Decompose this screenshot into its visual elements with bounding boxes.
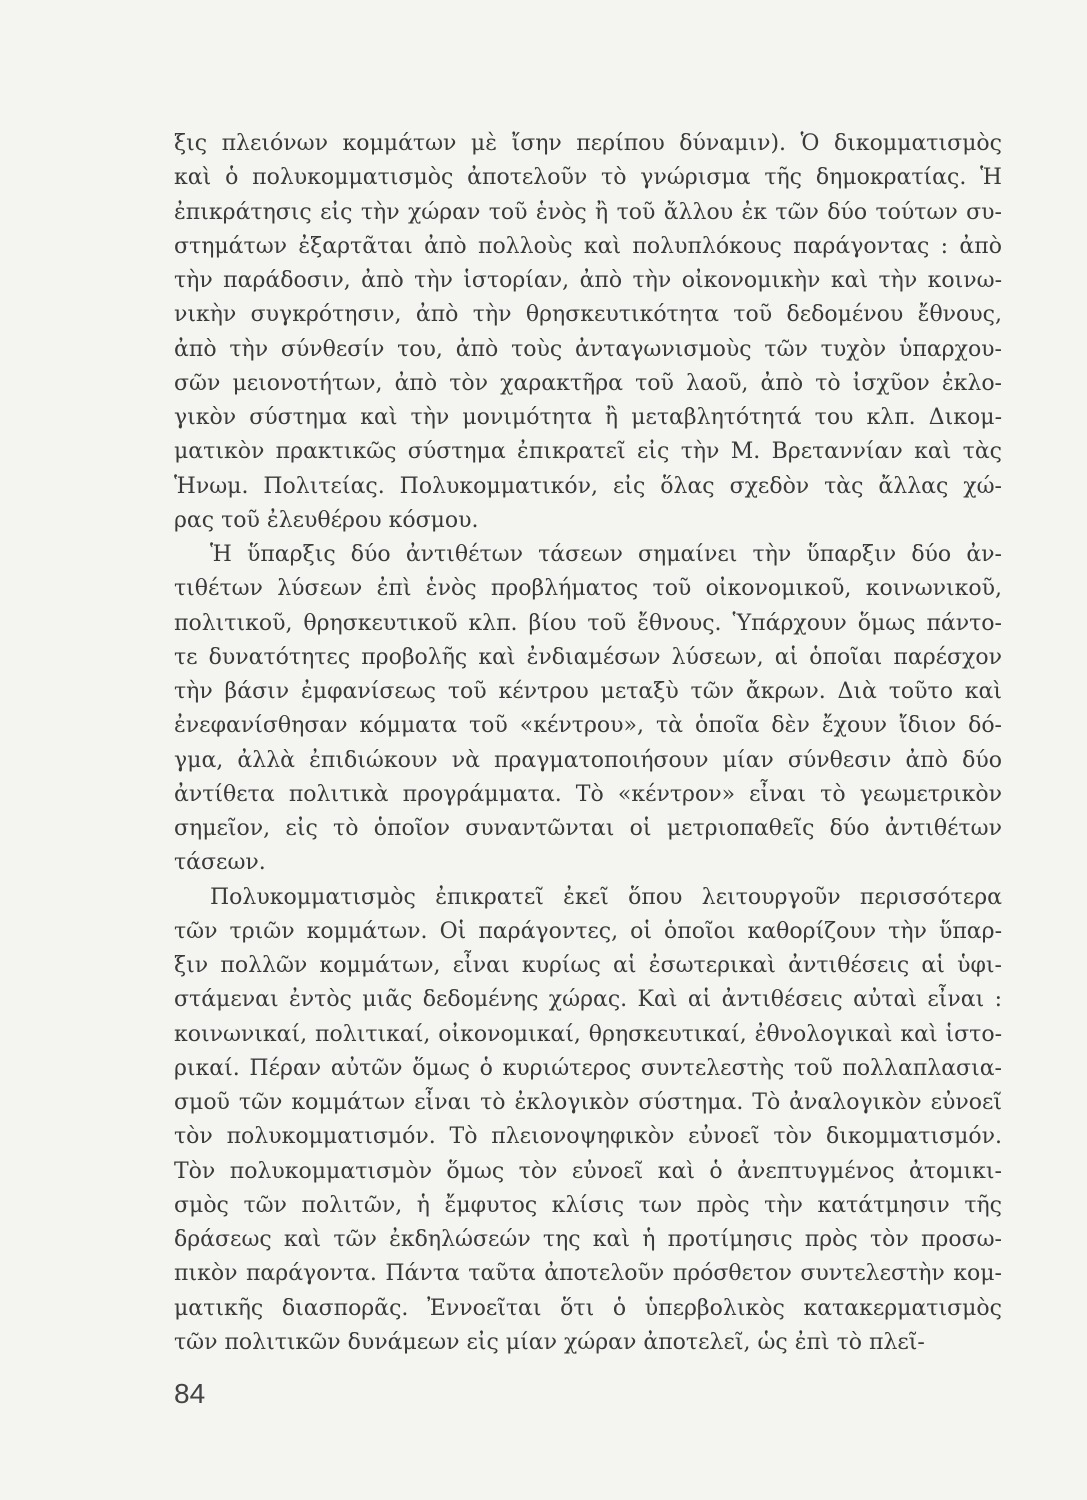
page-body-text bbox=[174, 127, 1002, 1360]
text-line: τῶν τριῶν κομμάτων. Οἱ παράγοντες, οἱ ὁποῖοι καθορίζουν τὴν ὕπαρ- bbox=[174, 918, 1002, 944]
text-line: στημάτων ἐξαρτᾶται ἀπὸ πολλοὺς καὶ πολυπλόκους παράγοντας : ἀπὸ bbox=[174, 233, 1002, 259]
text-line: Πολυκομματισμὸς ἐπικρατεῖ ἐκεῖ ὅπου λειτουργοῦν περισσότερα bbox=[210, 884, 1002, 910]
text-line: κοινωνικαί, πολιτικαί, οἰκονομικαί, θρησκευτικαί, ἐθνολογικαὶ καὶ ἱστο- bbox=[174, 1021, 1002, 1047]
paragraph bbox=[174, 127, 1002, 538]
text-line: σμοῦ τῶν κομμάτων εἶναι τὸ ἐκλογικὸν σύστημα. Τὸ ἀναλογικὸν εὐνοεῖ bbox=[174, 1090, 1002, 1115]
paragraph bbox=[174, 538, 1002, 881]
text-line: τάσεων. bbox=[174, 850, 266, 876]
text-line: ματικὸν πρακτικῶς σύστημα ἐπικρατεῖ εἰς τὴν Μ. Βρεταννίαν καὶ τὰς bbox=[174, 439, 1002, 465]
paragraph bbox=[174, 881, 1002, 1361]
text-line: τὸν πολυκομματισμόν. Τὸ πλειονοψηφικὸν εὐνοεῖ τὸν δικομματισμόν. bbox=[174, 1124, 1002, 1150]
text-line: τὴν βάσιν ἐμφανίσεως τοῦ κέντρου μεταξὺ τῶν ἄκρων. Διὰ τοῦτο καὶ bbox=[174, 679, 1002, 704]
text-line: γμα, ἀλλὰ ἐπιδιώκουν νὰ πραγματοποιήσουν μίαν σύνθεσιν ἀπὸ δύο bbox=[174, 747, 1002, 773]
text-line: τε δυνατότητες προβολῆς καὶ ἐνδιαμέσων λύσεων, αἱ ὁποῖαι παρέσχον bbox=[174, 644, 1002, 670]
text-line: ἀντίθετα πολιτικὰ προγράμματα. Τὸ «κέντρον» εἶναι τὸ γεωμετρικὸν bbox=[174, 781, 1002, 807]
text-line: τιθέτων λύσεων ἐπὶ ἑνὸς προβλήματος τοῦ οἰκονομικοῦ, κοινωνικοῦ, bbox=[174, 576, 1002, 602]
text-line: Ἡνωμ. Πολιτείας. Πολυκομματικόν, εἰς ὅλας σχεδὸν τὰς ἄλλας χώ- bbox=[174, 473, 1002, 499]
text-line: τῶν πολιτικῶν δυνάμεων εἰς μίαν χώραν ἀποτελεῖ, ὡς ἐπὶ τὸ πλεῖ- bbox=[174, 1329, 925, 1355]
text-line: τὴν παράδοσιν, ἀπὸ τὴν ἱστορίαν, ἀπὸ τὴν οἰκονομικὴν καὶ τὴν κοινω- bbox=[174, 268, 1002, 293]
text-line: ἐπικράτησις εἰς τὴν χώραν τοῦ ἑνὸς ἢ τοῦ ἄλλου ἐκ τῶν δύο τούτων συ- bbox=[174, 199, 1002, 225]
text-line: πολιτικοῦ, θρησκευτικοῦ κλπ. βίου τοῦ ἔθνους. Ὑπάρχουν ὅμως πάντο- bbox=[174, 610, 1002, 636]
text-line: σμὸς τῶν πολιτῶν, ἡ ἔμφυτος κλίσις των πρὸς τὴν κατάτμησιν τῆς bbox=[174, 1192, 1002, 1218]
text-line: πικὸν παράγοντα. Πάντα ταῦτα ἀποτελοῦν πρόσθετον συντελεστὴν κομ- bbox=[174, 1261, 1002, 1287]
text-line: δράσεως καὶ τῶν ἐκδηλώσεών της καὶ ἡ προτίμησις πρὸς τὸν προσω- bbox=[174, 1227, 1002, 1252]
text-line: νικὴν συγκρότησιν, ἀπὸ τὴν θρησκευτικότητα τοῦ δεδομένου ἔθνους, bbox=[174, 302, 1002, 328]
text-line: σῶν μειονοτήτων, ἀπὸ τὸν χαρακτῆρα τοῦ λαοῦ, ἀπὸ τὸ ἰσχῦον ἐκλο- bbox=[174, 370, 1002, 396]
text-line: σημεῖον, εἰς τὸ ὁποῖον συναντῶνται οἱ μετριοπαθεῖς δύο ἀντιθέτων bbox=[174, 816, 1002, 841]
text-line: ξιν πολλῶν κομμάτων, εἶναι κυρίως αἱ ἐσωτερικαὶ ἀντιθέσεις αἱ ὑφι- bbox=[174, 953, 1002, 978]
text-line: Τὸν πολυκομματισμὸν ὅμως τὸν εὐνοεῖ καὶ ὁ ἀνεπτυγμένος ἀτομικι- bbox=[174, 1158, 1002, 1184]
text-line: ἐνεφανίσθησαν κόμματα τοῦ «κέντρου», τὰ ὁποῖα δὲν ἔχουν ἴδιον δό- bbox=[174, 713, 1002, 739]
text-line: ρικαί. Πέραν αὐτῶν ὅμως ὁ κυριώτερος συντελεστὴς τοῦ πολλαπλασια- bbox=[174, 1055, 1002, 1081]
text-line: ματικῆς διασπορᾶς. Ἐννοεῖται ὅτι ὁ ὑπερβολικὸς κατακερματισμὸς bbox=[174, 1295, 1002, 1321]
text-line: στάμεναι ἐντὸς μιᾶς δεδομένης χώρας. Καὶ αἱ ἀντιθέσεις αὐταὶ εἶναι : bbox=[174, 987, 1002, 1013]
text-line: ἀπὸ τὴν σύνθεσίν του, ἀπὸ τοὺς ἀνταγωνισμοὺς τῶν τυχὸν ὑπαρχου- bbox=[174, 336, 1002, 362]
text-line: ξις πλειόνων κομμάτων μὲ ἴσην περίπου δύναμιν). Ὁ δικομματισμὸς bbox=[174, 131, 1002, 156]
text-line: καὶ ὁ πολυκομματισμὸς ἀποτελοῦν τὸ γνώρισμα τῆς δημοκρατίας. Ἡ bbox=[174, 165, 1002, 191]
text-line: γικὸν σύστημα καὶ τὴν μονιμότητα ἢ μεταβλητότητά του κλπ. Δικομ- bbox=[174, 405, 1002, 430]
text-line: ρας τοῦ ἐλευθέρου κόσμου. bbox=[174, 507, 479, 533]
page-number: 84 bbox=[174, 1378, 206, 1409]
text-line: Ἡ ὕπαρξις δύο ἀντιθέτων τάσεων σημαίνει τὴν ὕπαρξιν δύο ἀν- bbox=[210, 542, 1002, 567]
